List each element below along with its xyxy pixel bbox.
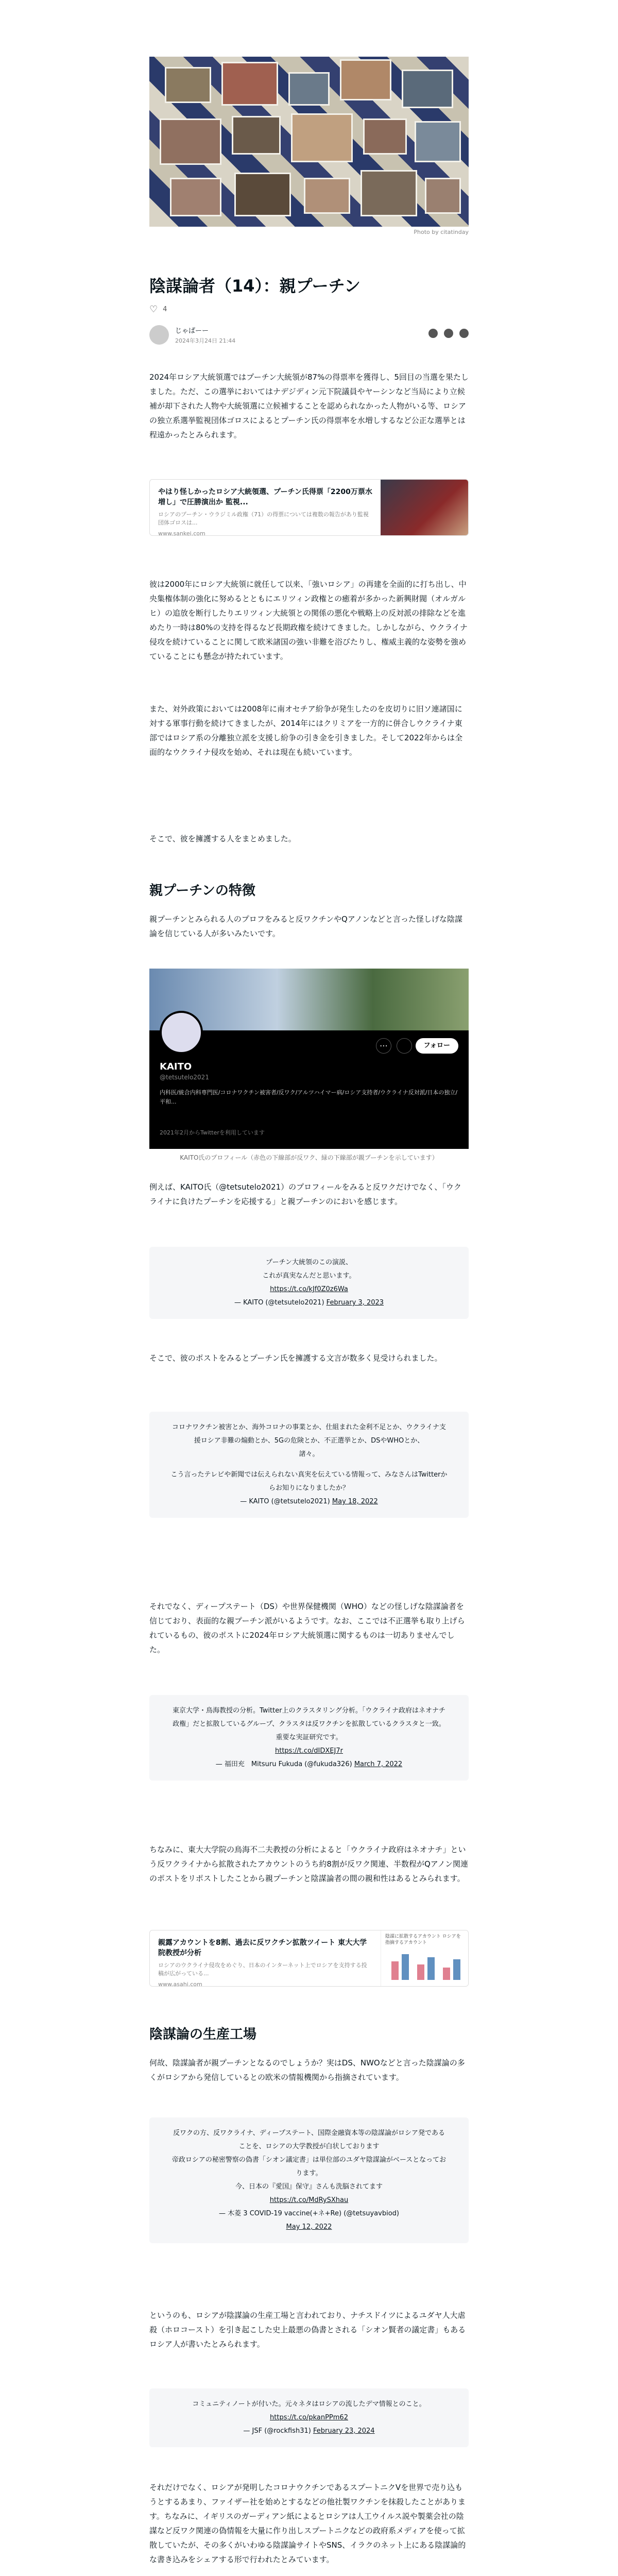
tweet-date[interactable]: May 12, 2022 [286, 2223, 332, 2231]
tweet-date[interactable]: May 18, 2022 [332, 1498, 378, 1505]
profile-bio: 内科医/統合内科専門医/コロナワクチン被害者/反ワク/アルツハイマー病/ロシア支持者/ウクライナ反対派/日本の独立/平和... [160, 1089, 458, 1105]
twitter-profile-image [149, 969, 469, 1149]
embedded-tweet [149, 1695, 469, 1781]
card-desc: ロシアのプーチン・ウラジミル政権（71）の得票については複数の報告があり監視団体ゴロスは... [158, 511, 369, 526]
paragraph: というのも、ロシアが陰謀論の生産工場と言われており、ナチスドイツによるユダヤ人大虐殺（ホロコースト）を引き起こした史上最悪の偽書とされる「シオン賢者の議定書」もあるロシア人が書いたとみられます。 [149, 2311, 466, 2349]
paragraph: また、対外政策においては2008年に南オセチア紛争が発生したのを皮切りに旧ソ連諸国に対する軍事行動を続けてきましたが、2014年にはクリミアを一方的に併合しウクライナ東部ではロシア系の分離独立派を支援し紛争の引き金を引きました。そして2022年からは全面的なウクライナ侵攻を始め、それは現在も続いています。 [149, 704, 463, 757]
publish-date: 2024年3月24日 21:44 [175, 337, 236, 344]
embedded-tweet [149, 1247, 469, 1319]
tweet-text: こう言ったテレビや新聞では伝えられない真実を伝えている情報って、みなさんはTwitterからお知りになりましたか？ [170, 1471, 448, 1492]
paragraph: ちなみに、東大大学院の鳥海不二夫教授の分析によると「ウクライナ政府はネオナチ」という反ワクライナから拡散されたアカウントのうち約8割が反ワク関連、半数程がQアノン関連のポストをリポストしたことから親プーチンと陰謀論者の間の親和性はあるとみられます。 [149, 1845, 468, 1883]
tweet-text: プーチン大統領のこの演説、 [266, 1259, 352, 1266]
author-block [149, 324, 469, 346]
paragraph: 2024年ロシア大統領選ではプーチン大統領が87%の得票率を獲得し、5回目の当選を果たしました。ただ、この選挙においてはナデジディン元下院議員やヤーシンなど当局により立候補が却下された人物や大統領選に立候補することを認められなかった人物がいる等、ロシアの独立系選挙監視団体ゴロスによるとプーチン氏の得票率を水増しするなど公正な選挙とは程遠かったとみられます。 [149, 372, 469, 439]
card-title: 親露アカウントを8割、過去に反ワクチン拡散ツイート 東大大学院教授が分析 [158, 1939, 367, 1957]
paragraph: 彼は2000年にロシア大統領に就任して以来、「強いロシア」の再建を全面的に打ち出し、中央集権体制の強化に努めるとともにエリツィン政権との癒着が多かった新興財閥（オルガルヒ）の追放を断行したりエリツィン大統領との関係の悪化や戦略上の反対派の排除などを進めたり一時は80%の支持を得るなど長期政権を続けてきました。しかしながら、ウクライナ侵攻を続けていることに関して欧米諸国の強い非難を浴びたりし、権威主義的な姿勢を強めていることにも懸念が持たれています。 [149, 580, 468, 661]
card-thumbnail [381, 1930, 468, 1986]
mail-icon[interactable] [397, 1038, 412, 1054]
article-title: 陰謀論者（14）：親プーチン [149, 276, 360, 296]
embedded-tweet [149, 2117, 469, 2243]
tweet-text: コミュニティノートが付いた。元々ネタはロシアの流したデマ情報とのこと。 [192, 2400, 426, 2408]
paragraph: 何故、陰謀論者が親プーチンとなるのでしょうか？実はDS、NWOなどと言った陰謀論の多くがロシアから発信しているとの欧米の情報機関から指摘されています。 [149, 2058, 465, 2082]
tweet-text: 諸々。 [299, 1450, 319, 1458]
link-card[interactable] [149, 1930, 469, 1987]
tweet-attribution: — 木菱 3 COVID-19 vaccine(+ネ+Re) (@tetsuyavbiod) [219, 2210, 399, 2217]
tweet-text: コロナワクチン被害とか、海外コロナの事業とか、仕組まれた金利不足とか、ウクライナ支援ロシア非難の煽動とか、5Gの危険とか、不正選挙とか、DSやWHOとか、 [172, 1423, 446, 1445]
profile-name: KAITO [160, 1061, 192, 1072]
avatar[interactable] [149, 325, 169, 345]
embedded-tweet [149, 2388, 469, 2447]
tweet-link[interactable]: https://t.co/MdRySXhau [269, 2196, 349, 2204]
card-url: www.asahi.com [158, 1981, 202, 1987]
tweet-attribution: — 福田充 Mitsuru Fukuda (@fukuda326) [215, 1760, 352, 1768]
paragraph: そこで、彼を擁護する人をまとめました。 [149, 834, 296, 843]
tweet-attribution: — KAITO (@tetsutelo2021) [234, 1299, 324, 1307]
paragraph: それだけでなく、ロシアが発明したコロナウクチンであるスプートニクVを世界で売り込もうとするあまり、ファイザー社を始めとするなどの他社製ワクチンを抹殺したことがあります。ちなみに、イギリスのガーディアン紙によるとロシアは人工ウイルス説や製薬会社の陰謀など反ワク関連の偽情報を大量に作り出しスプートニクなどの政府系メディアを使って拡散していたが、その多くがいわゆる陰謀論サイトやSNS、イラクのネット上にある陰謀論的な書き込みをシェアする形で行われたとみています。 [149, 2483, 466, 2564]
hero-credit: Photo by citatinday [414, 229, 469, 235]
section-heading: 陰謀論の生産工場 [149, 2027, 257, 2042]
tweet-attribution: — JSF (@rockfish31) [243, 2427, 311, 2435]
heart-icon[interactable]: ♡ [149, 304, 158, 315]
author-name[interactable]: じゃぱーー [175, 327, 209, 335]
tweet-link[interactable]: https://t.co/kJf0Z0z6Wa [270, 1285, 348, 1293]
more-icon[interactable]: ⋯ [376, 1038, 391, 1054]
paragraph: それでなく、ディープステート（DS）や世界保健機関（WHO）などの怪しげな陰謀論者を信じており、表面的な親プーチン派がいるようです。なお、ここでは不正選挙も取り上げられているもの、彼のポストに2024年ロシア大統領選に関するものは一切ありませんでした。 [149, 1602, 465, 1654]
tweet-date[interactable]: February 3, 2023 [326, 1299, 384, 1307]
like-area [149, 304, 469, 315]
paragraph: 例えば、KAITO氏（@tetsutelo2021）のプロフィールをみると反ワクだけでなく、「ウクライナに負けたプーチンを応援する」と親プーチンのにおいを感じます。 [149, 1182, 461, 1206]
more-icon[interactable] [459, 329, 469, 338]
tweet-date[interactable]: February 23, 2024 [313, 2427, 375, 2435]
facebook-share-icon[interactable] [444, 329, 453, 338]
section-heading: 親プーチンの特徴 [149, 883, 255, 899]
tweet-text: 今、日本の『愛国』保守』さんも洗脳されてます [235, 2183, 383, 2191]
profile-handle: @tetsutelo2021 [160, 1074, 209, 1081]
profile-avatar [160, 1011, 203, 1054]
tweet-attribution: — KAITO (@tetsutelo2021) [240, 1498, 330, 1505]
card-title: やはり怪しかったロシア大統領選、プーチン氏得票「2200万票水増し」で圧勝演出か 監視... [158, 488, 372, 506]
follow-button[interactable]: フォロー [416, 1038, 458, 1054]
figure-caption: KAITO氏のプロフィール（赤色の下線部が反ワク、緑の下線部が親プーチンを示しています） [180, 1154, 438, 1161]
card-thumbnail [381, 480, 468, 535]
embedded-tweet [149, 1412, 469, 1518]
tweet-link[interactable]: https://t.co/dIDXEJ7r [275, 1747, 343, 1755]
hero-image [149, 57, 469, 227]
card-chart-label: 陰謀に拡散するアカウント ロシアを指摘するアカウント [385, 1934, 461, 1945]
tweet-text: 帝政ロシアの秘密警察の偽書「シオン議定書」は単位部のユダヤ陰謀論がベースとなっております。 [171, 2156, 447, 2177]
profile-joined: 2021年2月からTwitterを利用しています [160, 1129, 265, 1136]
card-url: www.sankei.com [158, 530, 205, 536]
paragraph: そこで、彼のポストをみるとプーチン氏を擁護する文言が数多く見受けられました。 [149, 1353, 442, 1363]
tweet-date[interactable]: March 7, 2022 [354, 1760, 403, 1768]
link-card[interactable] [149, 479, 469, 536]
like-count: 4 [163, 306, 167, 313]
paragraph: 親プーチンとみられる人のプロフをみると反ワクチンやQアノンなどと言った怪しげな陰謀論を信じている人が多いみたいです。 [149, 914, 463, 938]
x-share-icon[interactable] [428, 329, 438, 338]
tweet-link[interactable]: https://t.co/pkanPPm62 [270, 2414, 348, 2421]
card-desc: ロシアのウクライナ侵攻をめぐり、日本のインターネット上でロシアを支持する投稿が広がっている... [158, 1962, 367, 1977]
tweet-text: 東京大学・鳥海教授の分析。Twitter上のクラスタリング分析。「ウクライナ政府はネオナチ政権」だと拡散しているグループ、クラスタは反ワクチンを拡散しているクラスタと一致。重要な実証研究です。 [172, 1707, 446, 1741]
tweet-text: 反ワクの方、反ワクライナ、ディープステート、国際金融資本等の陰謀論がロシア発であることを、ロシアの大学教授が白状しております [173, 2129, 445, 2150]
tweet-text: これが真実なんだと思います。 [262, 1272, 356, 1280]
